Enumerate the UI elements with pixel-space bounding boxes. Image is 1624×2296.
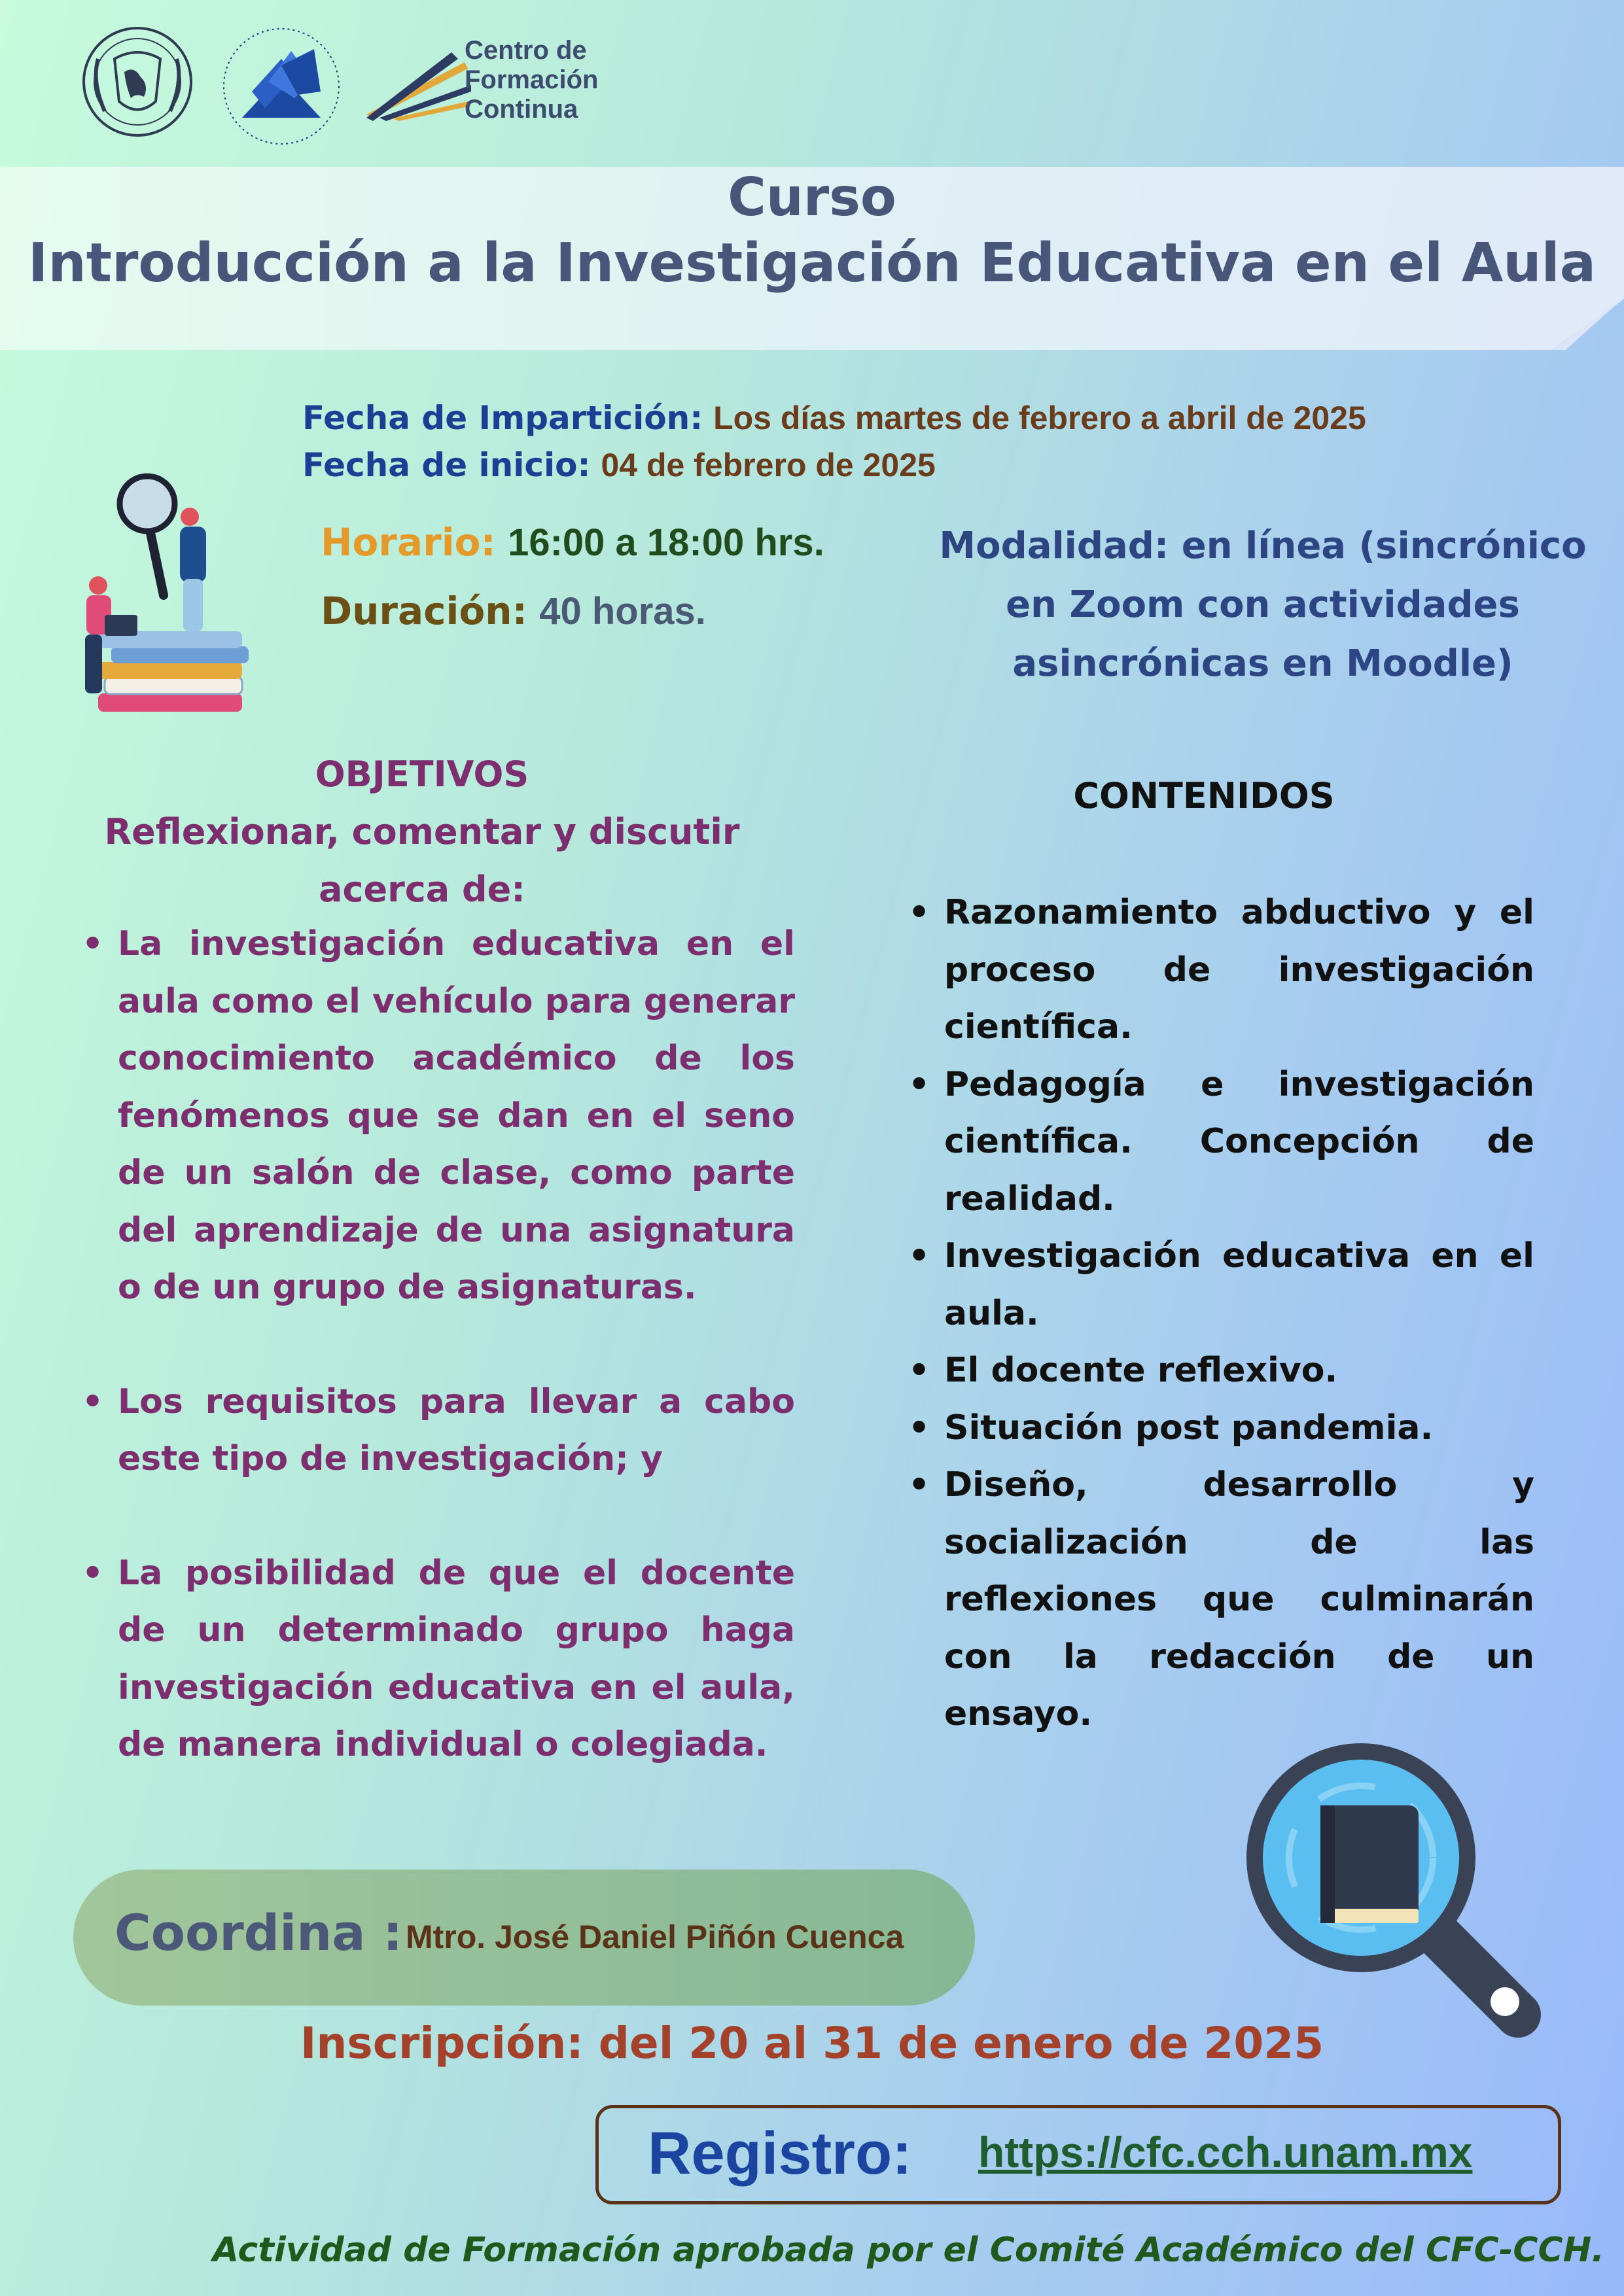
duracion-label: Duración: [321,589,527,633]
modalidad [936,517,1590,693]
magnifier-book-icon [1243,1740,1557,2054]
course-title: Introducción a la Investigación Educativa en el Aula [27,232,1597,294]
horario-label: Horario: [321,520,496,565]
fecha-imparticion-value: Los días martes de febrero a abril de 2025 [713,400,1366,436]
contenidos-heading: CONTENIDOS [1073,775,1335,816]
unam-logo [79,20,196,144]
registro-link[interactable]: https://cfc.cch.unam.mx [978,2128,1473,2176]
cfc-logo [366,36,667,128]
fecha-inicio-label: Fecha de inicio: [302,446,591,484]
objetivos-header [98,746,746,918]
contenido-item: • Diseño, desarrollo y socialización de las reflexiones que culminarán con la redacción de un ensayo. [944,1457,1534,1743]
cfc-line3: Continua [465,95,578,124]
objetivos-list [72,916,795,1831]
registro-label: Registro: [648,2120,912,2187]
objetivo-item: • Los requisitos para llevar a cabo este tipo de investigación; y [118,1374,795,1488]
coordina-label: Coordina : [115,1904,403,1962]
contenido-item: • El docente reflexivo. [944,1342,1534,1400]
duracion [321,589,706,633]
fecha-inicio [302,446,936,484]
fecha-imparticion-label: Fecha de Impartición: [302,399,703,437]
modalidad-line3: asincrónicas en Moodle) [1012,642,1513,685]
cfc-line1: Centro de [465,36,587,65]
contenido-item: • Situación post pandemia. [944,1400,1534,1457]
cch-logo [216,20,347,154]
contenidos-list [896,884,1534,1743]
horario [321,520,824,565]
study-illustration [59,471,275,726]
course-label: Curso [728,167,896,228]
contenido-item: • Investigación educativa en el aula. [944,1228,1534,1342]
modalidad-line2: en Zoom con actividades [1006,583,1520,626]
fecha-imparticion [302,399,1366,437]
objetivos-intro-line1: Reflexionar, comentar y discutir [104,811,740,852]
footer-note: Actividad de Formación aprobada por el Comité Académico del CFC-CCH. [212,2231,1604,2270]
objetivos-intro-line2: acerca de: [319,869,525,910]
inscripcion-dates: Inscripción: del 20 al 31 de enero de 2025 [300,2018,1324,2068]
cfc-logo-text [465,36,598,124]
objetivos-heading: OBJETIVOS [315,754,529,795]
contenido-item: • Pedagogía e investigación científica. Concepción de realidad. [944,1056,1534,1228]
duracion-value: 40 horas. [539,590,706,633]
objetivo-item: • La posibilidad de que el docente de un determinado grupo haga investigación educativa en el aula, de manera individual o colegiada. [118,1545,795,1774]
horario-value: 16:00 a 18:00 hrs. [508,521,824,564]
contenido-item: • Razonamiento abductivo y el proceso de investigación científica. [944,884,1534,1056]
coordina-value: Mtro. José Daniel Piñón Cuenca [406,1919,904,1955]
fecha-inicio-value: 04 de febrero de 2025 [601,447,936,483]
modalidad-line1: Modalidad: en línea (sincrónico [939,525,1587,567]
cfc-line2: Formación [465,65,599,94]
objetivo-item: • La investigación educativa en el aula como el vehículo para generar conocimiento académico de los fenómenos que se dan en el seno de un salón de clase, como parte del aprendizaje de una asignatura o de un grupo de asignaturas. [118,916,795,1317]
